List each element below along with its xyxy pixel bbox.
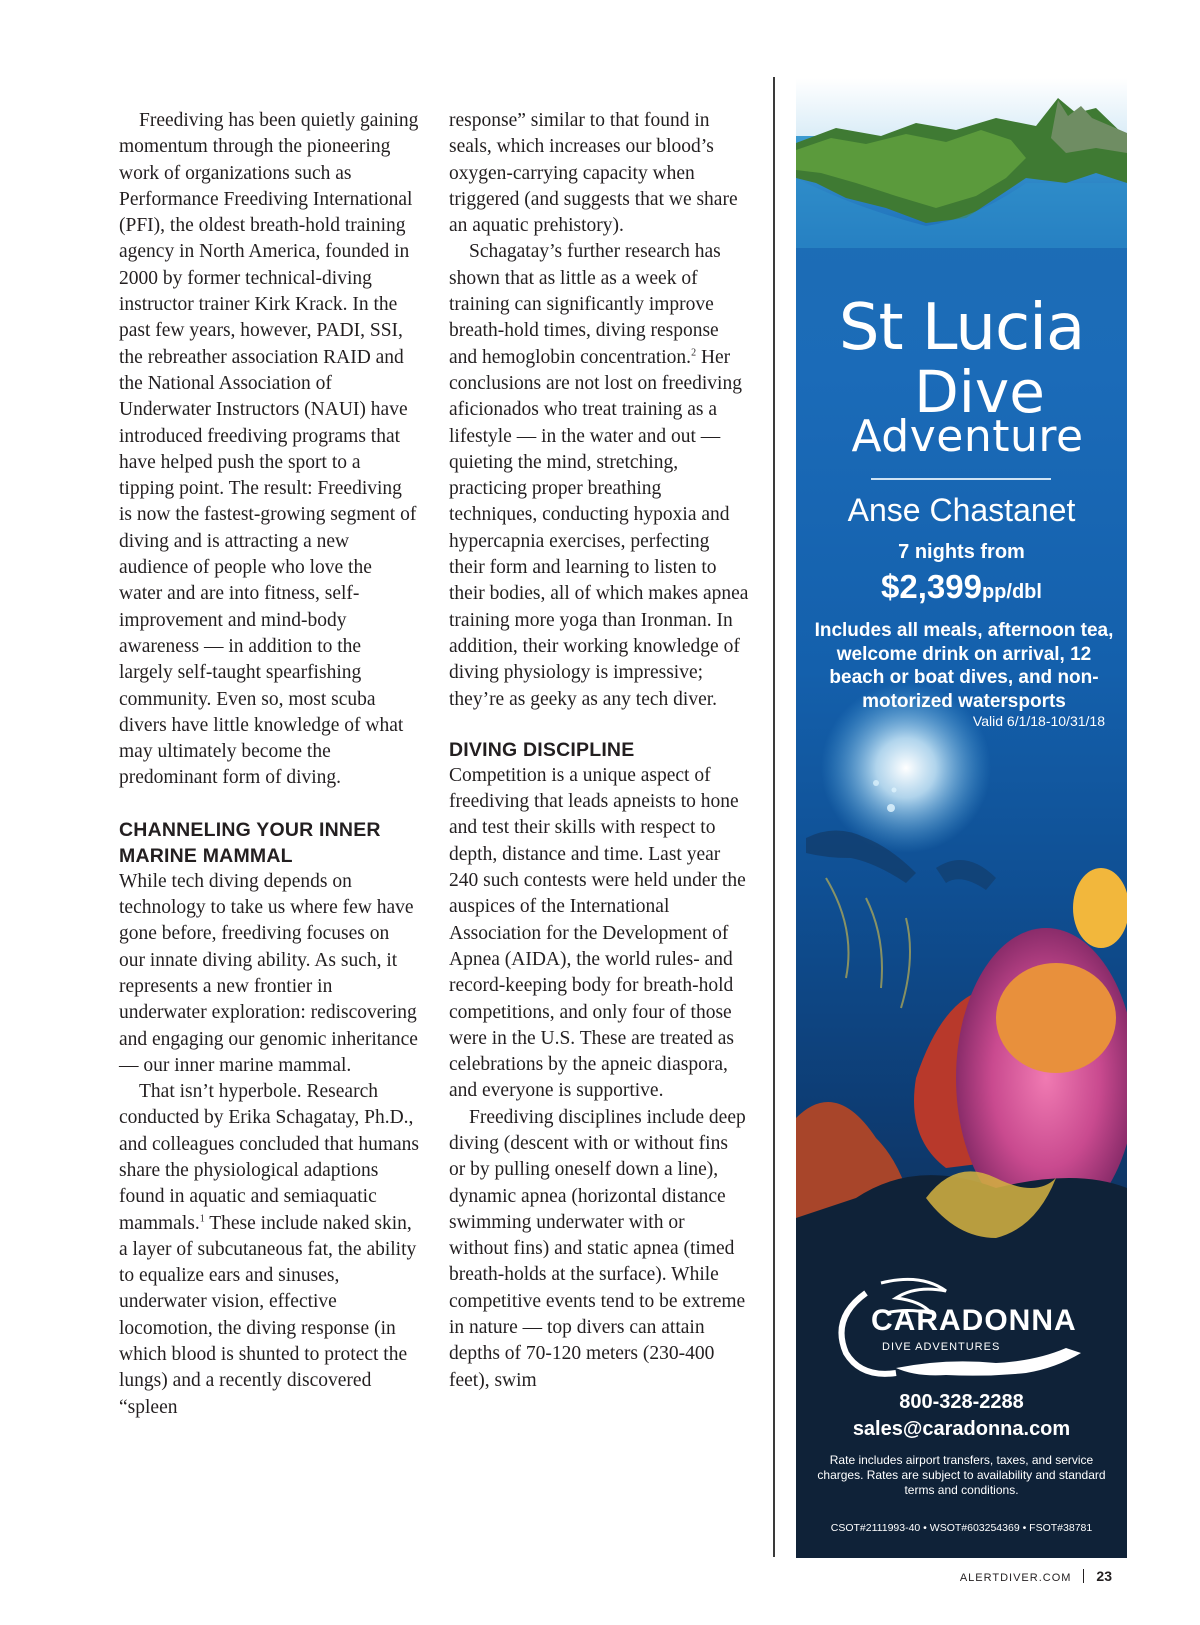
paragraph <box>449 239 749 712</box>
ad-price-value: $2,399 <box>881 568 982 605</box>
ad-fine-print: Rate includes airport transfers, taxes, and service charges. Rates are subject to availability and standard terms and conditions. <box>817 1453 1106 1497</box>
ad-title-line-1: St Lucia <box>838 291 1085 365</box>
ad-price-unit: pp/dbl <box>981 581 1042 603</box>
footer-separator <box>1083 1569 1084 1583</box>
page-number: 23 <box>1096 1568 1112 1584</box>
article-column-1 <box>119 108 419 1421</box>
footer-site: ALERTDIVER.COM <box>959 1572 1072 1584</box>
paragraph-text: That isn’t hyperbole. Research conducted by Erika Schagatay, Ph.D., and colleagues concluded that humans share the physiological adaptions found in aquatic and semiaquatic mammals. <box>119 1081 419 1234</box>
page-footer <box>960 1568 1112 1586</box>
ad-includes: Includes all meals, afternoon tea, welcome drink on arrival, 12 beach or boat dives, and non-motorized watersports <box>814 620 1114 712</box>
ad-registrations: CSOT#2111993-40 • WSOT#603254369 • FSOT#38781 <box>830 1522 1093 1534</box>
ad-price <box>796 568 1127 606</box>
ad-title-line-3: Adventure <box>851 411 1084 462</box>
paragraph <box>119 1079 419 1421</box>
paragraph-text: Schagatay’s further research has shown that as little as a week of training can significantly improve breath-hold times, diving response and hemoglobin concentration. <box>449 241 721 368</box>
brand-tagline: DIVE ADVENTURES <box>882 1341 1001 1353</box>
section-heading: DIVING DISCIPLINE <box>449 738 635 761</box>
column-divider <box>773 77 775 1557</box>
ad-valid-dates: Valid 6/1/18-10/31/18 <box>972 713 1105 729</box>
brand-logo-text: CARADONNA <box>871 1304 1077 1337</box>
paragraph: Competition is a unique aspect of freediving that leads apneists to hone and test their skills with respect to depth, distance and time. Last year 240 such contests were held under the auspices of the International Association for the Development of Apnea (AIDA), the world rules- and record-keeping body for breath-hold competitions, and only four of those were in the U.S. These are treated as celebrations by the apneic diaspora, and everyone is supportive. <box>449 764 746 1102</box>
paragraph: Freediving disciplines include deep diving (descent with or without fins or by pulling oneself down a line), dynamic apnea (horizontal distance swimming underwater with or without fins) and static apnea (timed breath-holds at the surface). While competitive events tend to be extreme in nature — top divers can attain depths of 70-120 meters (230-400 feet), swim <box>449 1106 746 1391</box>
ad-email[interactable]: sales@caradonna.com <box>852 1418 1071 1440</box>
paragraph: Freediving has been quietly gaining momentum through the pioneering work of organizations such as Performance Freediving International (PFI), the oldest breath-hold training agency in North America, founded in 2000 by former technical-diving instructor trainer Kirk Krack. In the past few years, however, PADI, SSI, the rebreather association RAID and the National Association of Underwater Instructors (NAUI) have introduced freediving programs that have helped push the sport to a tipping point. The result: Freediving is now the fastest-growing segment of diving and is attracting a new audience of people who love the water and are into fitness, self-improvement and mind-body awareness — in addition to the largely self-taught spearfishing community. Even so, most scuba divers have little knowledge of what may ultimately become the predominant form of diving. <box>119 110 419 789</box>
advertisement[interactable] <box>796 78 1127 1558</box>
ad-nights: 7 nights from <box>898 541 1025 563</box>
paragraph-text: Her conclusions are not lost on freediving aficionados who treat training as a lifestyle — in the water and out — quieting the mind, stretching, practicing proper breathing techniques, conducting hypoxia and hypercapnia exercises, perfecting their form and learning to listen to their bodies, all of which makes apnea training more yoga than Ironman. In addition, their working knowledge of diving physiology is impressive; they’re as geeky as any tech diver. <box>449 346 749 710</box>
article-column-2 <box>449 108 749 1394</box>
footnote-marker: 1 <box>199 1213 205 1225</box>
ad-divider <box>871 478 1051 480</box>
ad-location: Anse Chastanet <box>847 492 1076 528</box>
ad-title-line-2: Dive <box>914 358 1045 426</box>
paragraph: response” similar to that found in seals, which increases our blood’s oxygen-carrying capacity when triggered (and suggests that we share an aquatic prehistory). <box>449 110 738 237</box>
paragraph-text: These include naked skin, a layer of subcutaneous fat, the ability to equalize ears and sinuses, underwater vision, effective locomotion, the diving response (in which blood is shunted to protect the lungs) and a recently discovered “spleen <box>119 1212 417 1418</box>
ad-phone[interactable]: 800-328-2288 <box>899 1391 1024 1413</box>
paragraph: While tech diving depends on technology to take us where few have gone before, freediving focuses on our innate diving ability. As such, it represents a new frontier in underwater exploration: rediscovering and engaging our genomic inheritance — our inner marine mammal. <box>119 870 418 1076</box>
footnote-marker: 2 <box>691 347 697 359</box>
section-heading: CHANNELING YOUR INNER MARINE MAMMAL <box>119 818 381 867</box>
